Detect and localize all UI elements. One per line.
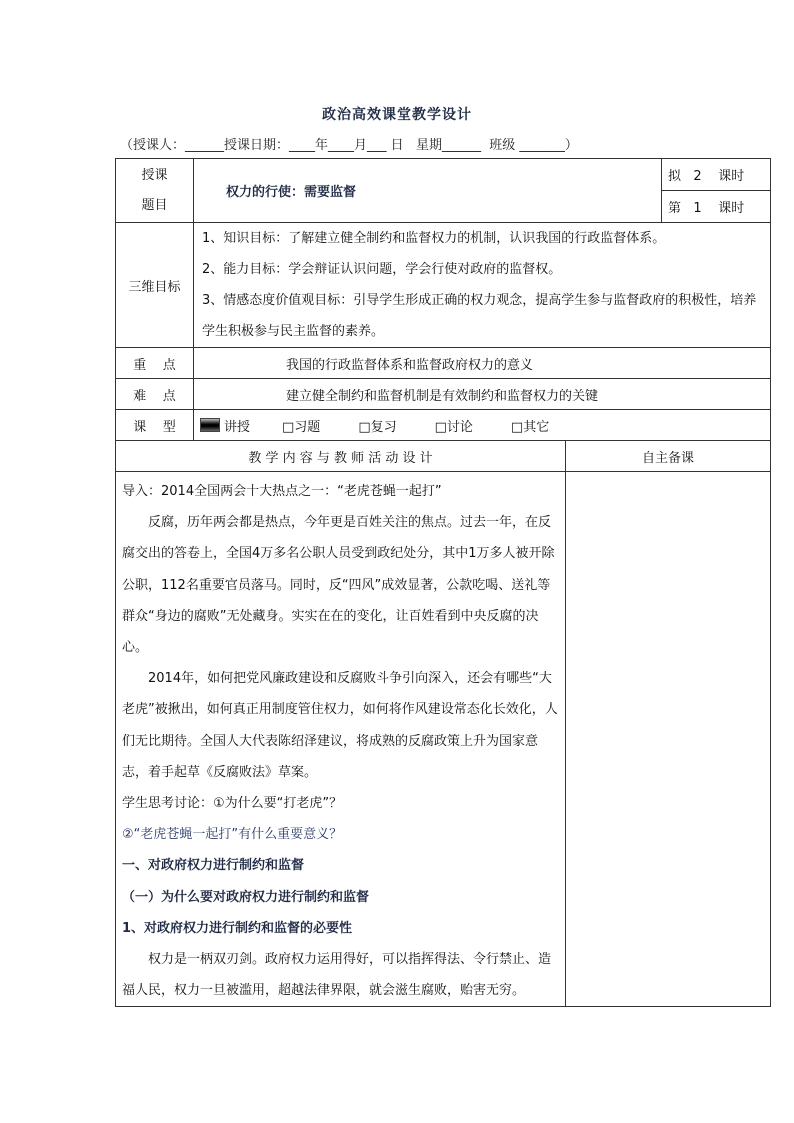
discussion-question-2: ②“老虎苍蝇一起打”有什么重要意义？ (122, 827, 343, 843)
option-lecture[interactable]: 讲授 (200, 420, 250, 435)
topic-title: 权力的行使：需要监督 (194, 159, 662, 223)
lesson-plan-table (115, 158, 771, 1007)
goal-knowledge: 1、知识目标：了解建立健全制约和监督权力的机制，认识我国的行政监督体系。 (202, 231, 666, 246)
intro-line: 导入：2014全国两会十大热点之一：“老虎苍蝇一起打” (122, 484, 442, 499)
topic-label-cell (116, 159, 194, 223)
discussion-question-1: 学生思考讨论：①为什么要“打老虎”？ (122, 796, 343, 812)
option-other[interactable]: □其它 (510, 419, 550, 435)
checked-box-icon (200, 418, 220, 432)
heading-3: 1、对政府权力进行制约和监督的必要性 (122, 920, 353, 936)
self-prep-cell[interactable] (566, 472, 771, 1007)
goals-cell (194, 223, 771, 348)
hours-planned: 拟 2 课时 (662, 159, 771, 191)
paragraph-1: 反腐，历年两会都是热点，今年更是百姓关注的焦点。过去一年，在反腐交出的答卷上，全国4万多名公职人员受到政纪处分，其中1万多人被开除公职，112名重要官员落马。同时，反“四风”成效显著，公款吃喝、送礼等群众“身边的腐败”无处藏身。实实在在的变化，让百姓看到中央反腐的决心。 (122, 515, 555, 656)
hours-current: 第 1 课时 (662, 191, 771, 223)
goal-attitude: 3、情感态度价值观目标：引导学生形成正确的权力观念，提高学生参与监督政府的积极性，培养学生积极参与民主监督的素养。 (202, 293, 757, 339)
page-title: 政治高效课堂教学设计 (322, 107, 472, 123)
content-header: 教 学 内 容 与 教 师 活 动 设 计 (116, 441, 566, 472)
goal-ability: 2、能力目标：学会辩证认识问题，学会行使对政府的监督权。 (202, 262, 562, 277)
key-point-label: 重 点 (116, 348, 194, 379)
paragraph-2: 2014年，如何把党风廉政建设和反腐败斗争引向深入，还会有哪些“大老虎”被揪出，如何真正用制度管住权力，如何将作风建设常态化长效化，人们无比期待。全国人大代表陈绍泽建议，将成熟的反腐政策上升为国家意志，着手起草《反腐败法》草案。 (122, 671, 558, 780)
topic-label: 授课题目 (141, 167, 168, 213)
key-point-text: 我国的行政监督体系和监督政府权力的意义 (194, 348, 771, 379)
option-discussion[interactable]: □讨论 (434, 419, 473, 435)
content-cell (116, 472, 566, 1007)
option-review[interactable]: □复习 (358, 419, 397, 435)
lesson-type-options (194, 410, 771, 441)
difficulty-text: 建立健全制约和监督机制是有效制约和监督权力的关键 (194, 379, 771, 410)
goals-label: 三维目标 (116, 223, 194, 348)
option-exercise[interactable]: □习题 (282, 419, 321, 435)
heading-1: 一、对政府权力进行制约和监督 (122, 858, 305, 874)
self-prep-header: 自主备课 (566, 441, 771, 472)
teacher-info-line: （授课人：______授课日期：____年____月___ 日 星期______ 班级 _______） (120, 138, 578, 153)
paragraph-3: 权力是一柄双刃剑。政府权力运用得好，可以指挥得法、令行禁止、造福人民，权力一旦被滥用，超越法律界限，就会滋生腐败，贻害无穷。 (122, 952, 552, 999)
lesson-type-label: 课 型 (116, 410, 194, 441)
difficulty-label: 难 点 (116, 379, 194, 410)
heading-2: （一）为什么要对政府权力进行制约和监督 (122, 889, 370, 905)
